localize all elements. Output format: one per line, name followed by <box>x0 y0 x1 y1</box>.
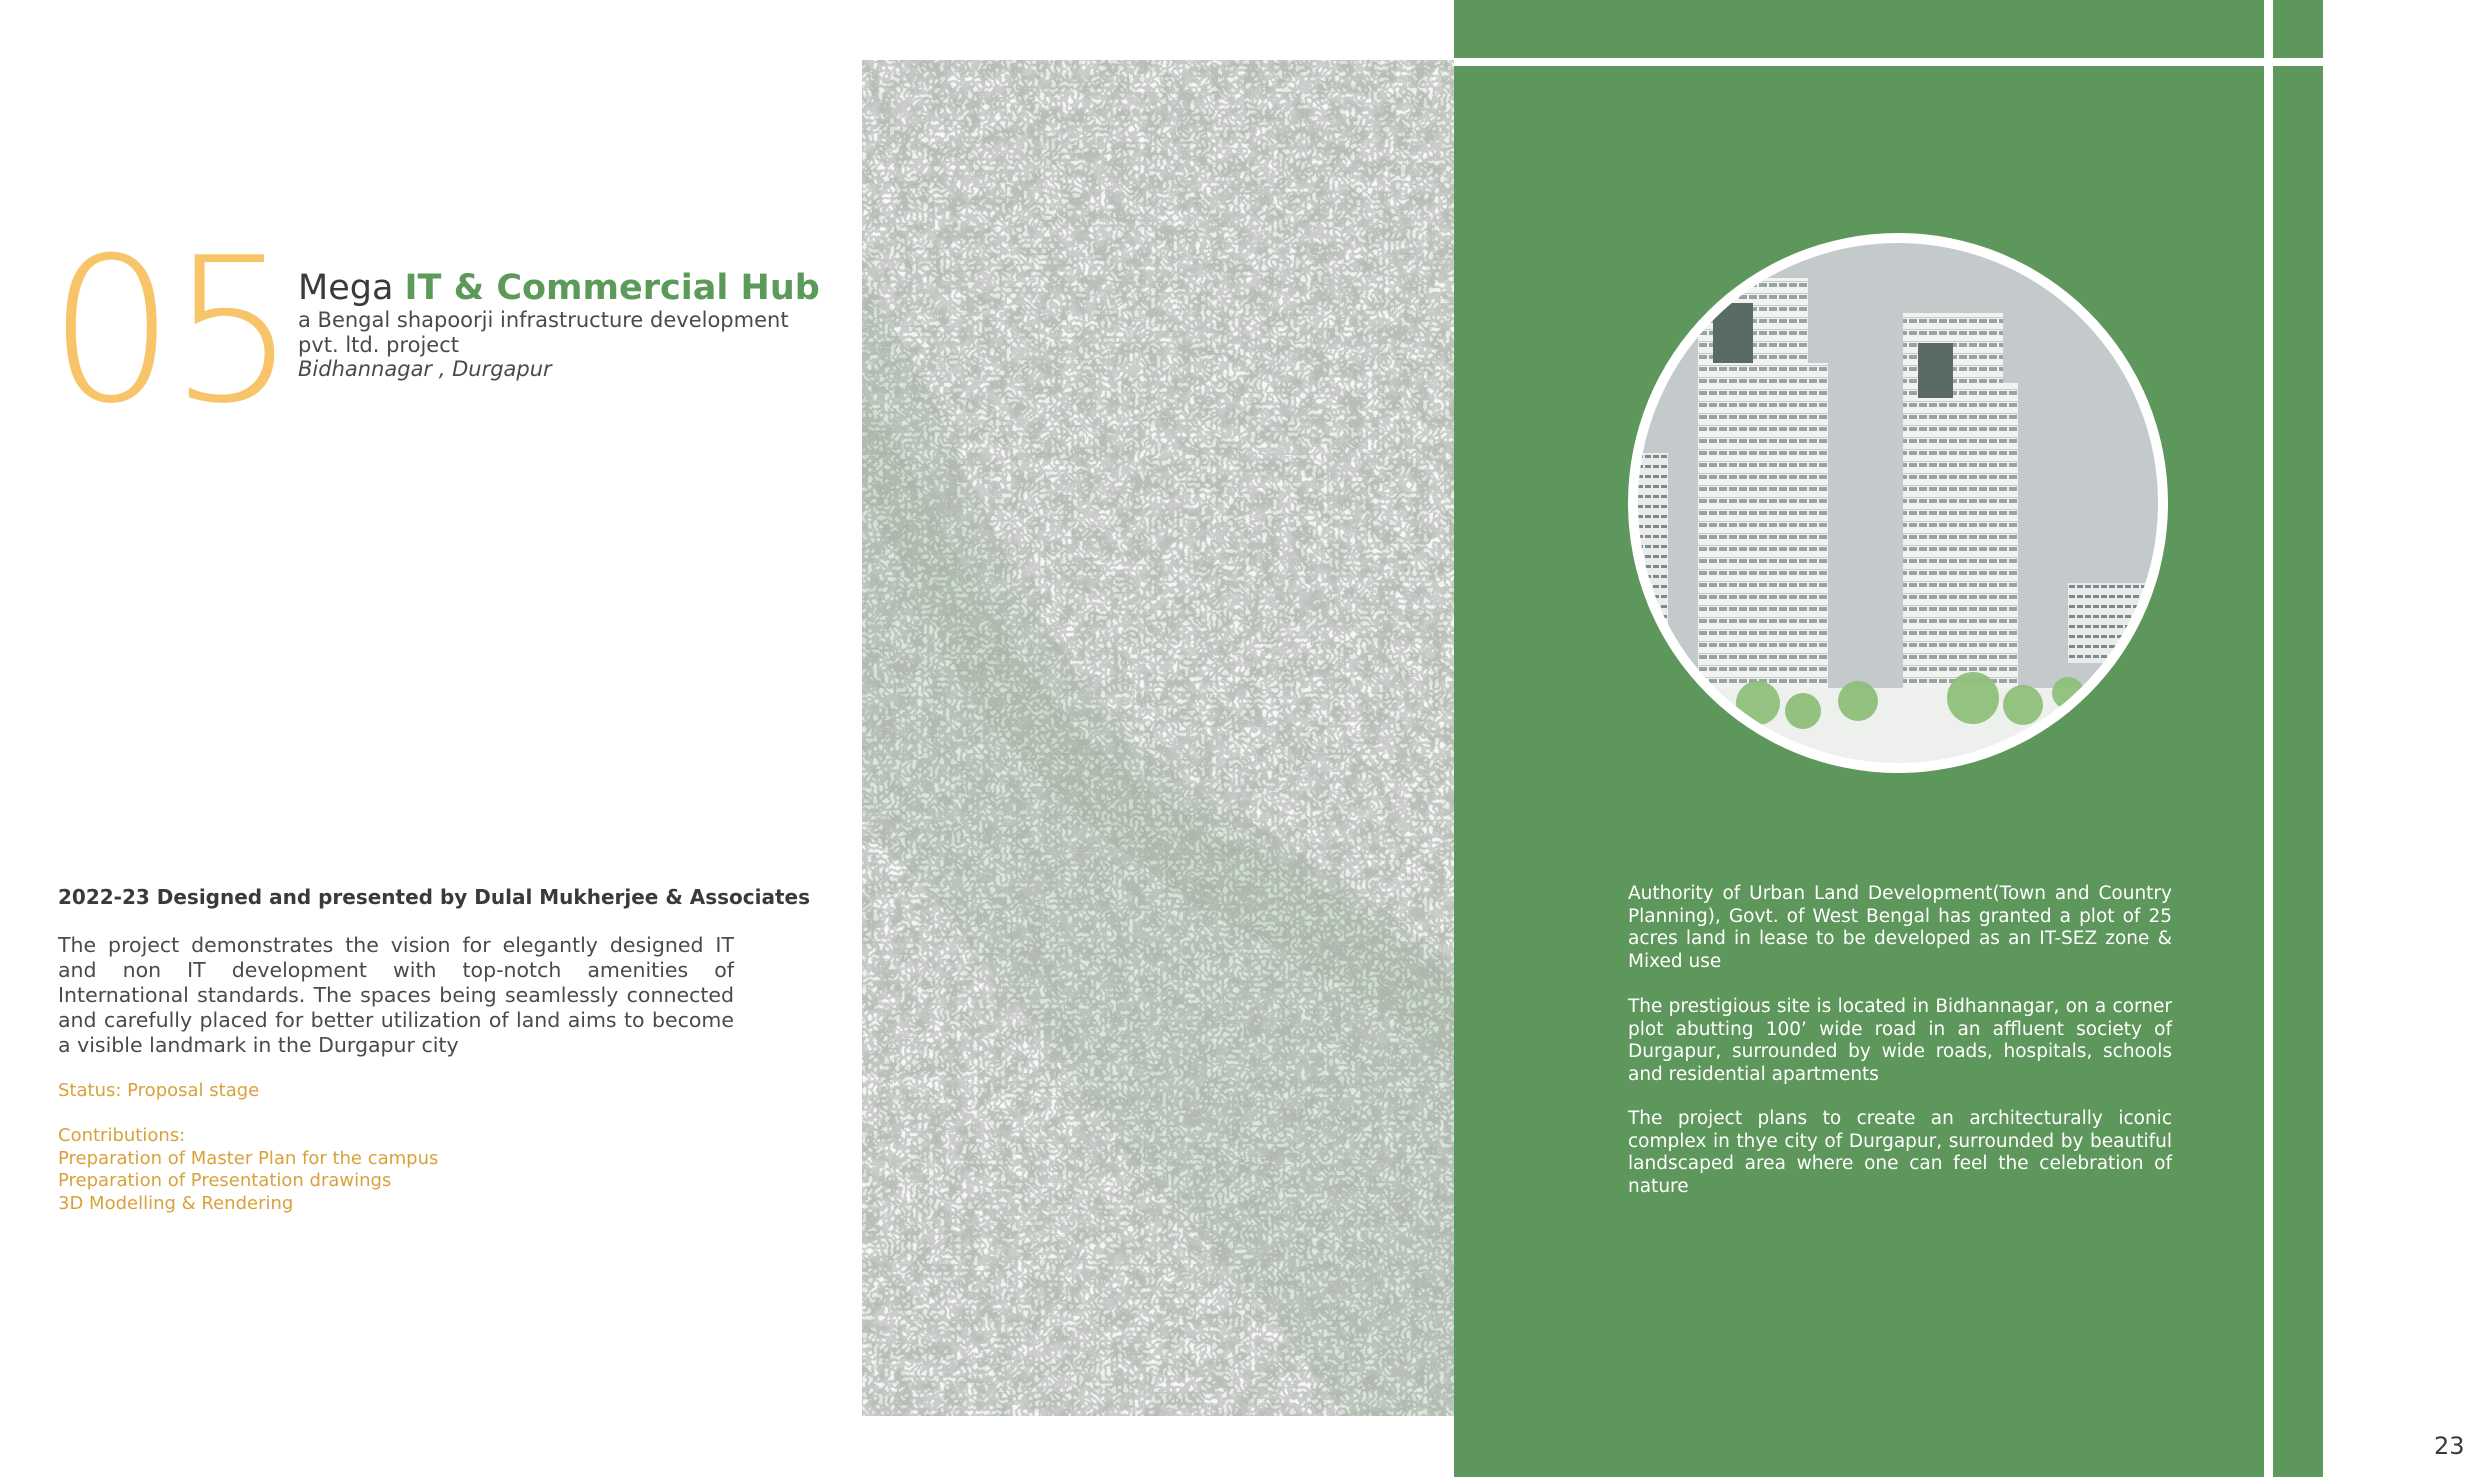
site-map-image <box>862 60 1454 1416</box>
title-accent: IT & Commercial Hub <box>404 268 820 308</box>
contribution-item: 3D Modelling & Rendering <box>58 1192 294 1214</box>
project-number: 05 <box>48 215 291 448</box>
right-paragraph-3: The project plans to create an architecturally iconic complex in thye city of Durgapur, surrounded by beautiful landscaped area where one can feel the celebration of nature <box>1628 1108 2172 1197</box>
right-paragraph-2: The prestigious site is located in Bidhannagar, on a corner plot abutting 100’ wide road in an affluent society of Durgapur, surrounded by wide roads, hospitals, schools and residential apartments <box>1628 996 2172 1085</box>
building-rendering-image <box>1628 233 2168 773</box>
contribution-item: Preparation of Presentation drawings <box>58 1170 392 1191</box>
horizontal-divider <box>1454 58 2323 66</box>
project-title <box>298 268 820 308</box>
vertical-divider <box>2264 0 2273 1477</box>
project-description: The project demonstrates the vision for elegantly designed IT and non IT development with top-notch amenities of International standards. The spaces being seamlessly connected and carefully placed for better utilization of land aims to become a visible landmark in the Durgapur city <box>58 933 734 1057</box>
subtitle-line-2: pvt. ltd. project <box>298 333 459 357</box>
right-paragraph-1: Authority of Urban Land Development(Town and Country Planning), Govt. of West Bengal has granted a plot of 25 acres land in lease to be developed as an IT-SEZ zone & Mixed use <box>1628 883 2172 972</box>
subtitle-line-1: a Bengal shapoorji infrastructure development <box>298 308 789 332</box>
credit-line: 2022-23 Designed and presented by Dulal Mukherjee & Associates <box>58 885 811 909</box>
status-text: Status: Proposal stage <box>58 1080 260 1101</box>
contributions <box>58 1125 438 1215</box>
page-number: 23 <box>2434 1432 2465 1460</box>
contribution-item: Preparation of Master Plan for the campus <box>58 1147 439 1169</box>
project-location: Bidhannagar , Durgapur <box>298 357 552 381</box>
title-prefix: Mega <box>298 268 405 308</box>
project-subtitle <box>298 308 789 358</box>
contributions-heading: Contributions: <box>58 1125 186 1146</box>
